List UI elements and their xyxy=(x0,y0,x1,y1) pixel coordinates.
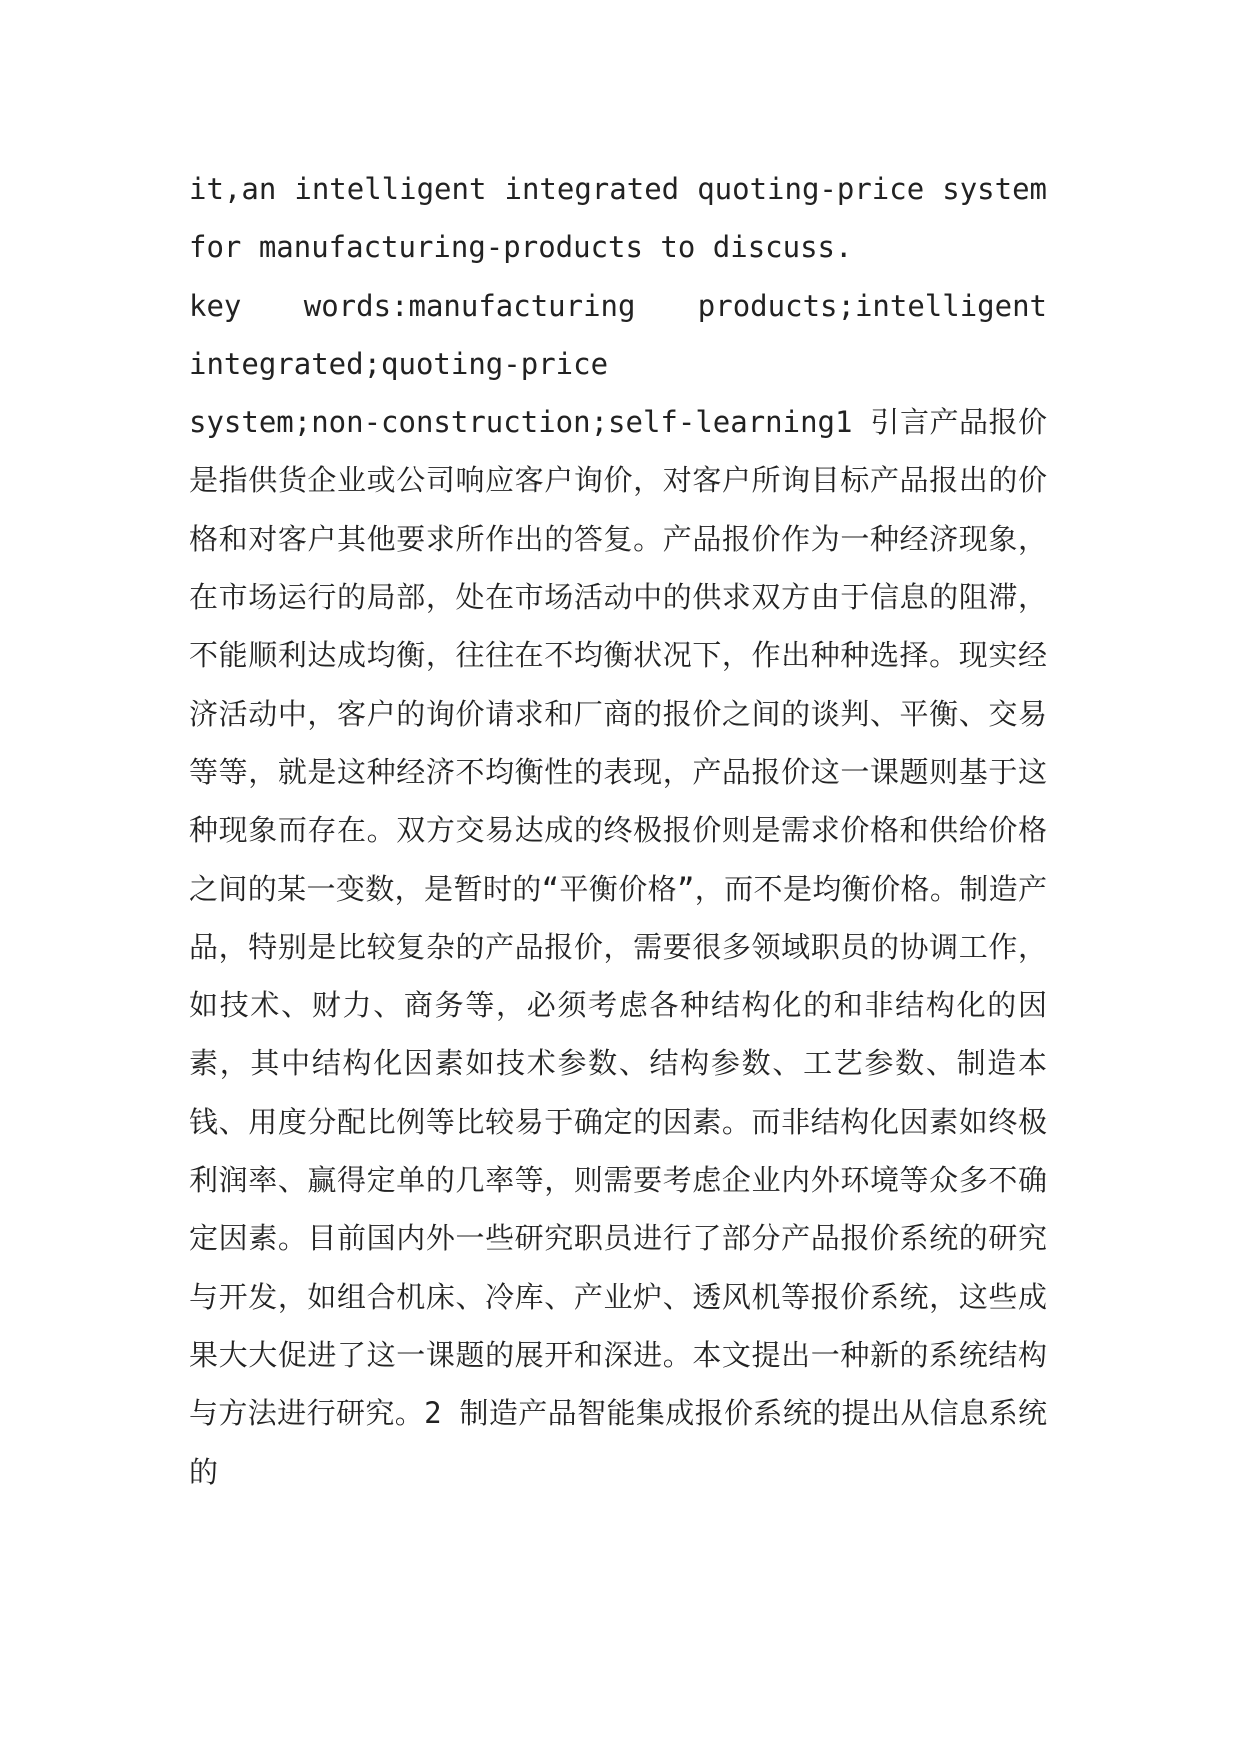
body-text-block xyxy=(189,160,1047,1501)
abstract-ending-paragraph: it,an intelligent integrated quoting-price system for manufacturing-products to discuss. xyxy=(189,172,1047,265)
keywords-line: key words:manufacturing products;intelligent xyxy=(189,288,1047,323)
keywords-line-continued: integrated;quoting-price xyxy=(189,346,609,381)
main-body-paragraph: system;non-construction;self-learning1 引言产品报价是指供货企业或公司响应客户询价，对客户所询目标产品报出的价格和对客户其他要求所作出的答复。产品报价作为一种经济现象，在市场运行的局部，处在市场活动中的供求双方由于信息的阻滞，不能顺利达成均衡，往往在不均衡状况下，作出种种选择。现实经济活动中，客户的询价请求和厂商的报价之间的谈判、平衡、交易等等，就是这种经济不均衡性的表现，产品报价这一课题则基于这种现象而存在。双方交易达成的终极报价则是需求价格和供给价格之间的某一变数，是暂时的“平衡价格”，而不是均衡价格。制造产品，特别是比较复杂的产品报价，需要很多领域职员的协调工作，如技术、财力、商务等，必须考虑各种结构化的和非结构化的因素，其中结构化因素如技术参数、结构参数、工艺参数、制造本钱、用度分配比例等比较易于确定的因素。而非结构化因素如终极利润率、赢得定单的几率等，则需要考虑企业内外环境等众多不确定因素。目前国内外一些研究职员进行了部分产品报价系统的研究与开发，如组合机床、冷库、产业炉、透风机等报价系统，这些成果大大促进了这一课题的展开和深进。本文提出一种新的系统结构与方法进行研究。2 制造产品智能集成报价系统的提出从信息系统的 xyxy=(189,405,1047,1489)
